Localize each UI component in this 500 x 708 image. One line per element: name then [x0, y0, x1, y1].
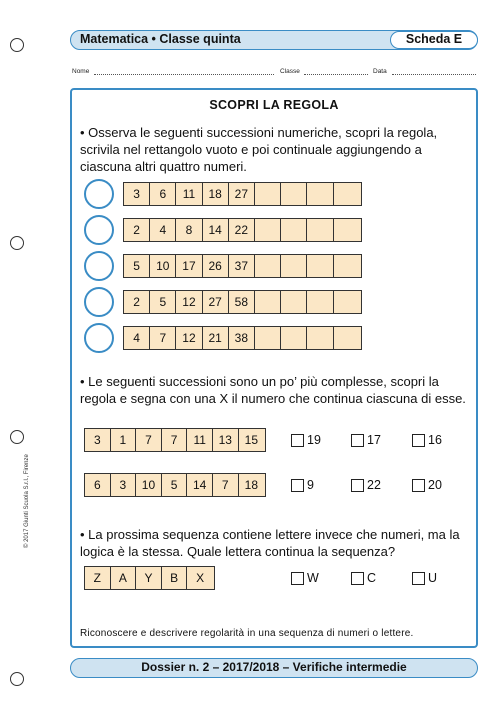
sequence-cell: 38: [229, 327, 255, 349]
sequence-cell: 7: [213, 474, 239, 496]
complex-sequence-row: [84, 473, 266, 497]
sequence-cell: 1: [111, 429, 137, 451]
answer-cell[interactable]: [255, 327, 281, 349]
answer-cell[interactable]: [255, 255, 281, 277]
class-label: Classe: [280, 68, 300, 75]
sequence-cell: 11: [176, 183, 202, 205]
sequence-cell: 7: [150, 327, 176, 349]
sequence-cell: 11: [187, 429, 213, 451]
binder-hole: [10, 430, 24, 444]
rule-circle[interactable]: [84, 215, 114, 245]
answer-option[interactable]: [351, 433, 381, 447]
sequence-cell: 15: [244, 433, 259, 447]
sequence-cell: 14: [187, 474, 213, 496]
number-sequence-row: [123, 290, 362, 314]
answer-option[interactable]: [291, 433, 321, 447]
sequence-cell: 3: [111, 474, 137, 496]
answer-cell[interactable]: [334, 255, 360, 277]
footer: Dossier n. 2 – 2017/2018 – Verifiche intermedie: [70, 658, 478, 678]
name-label: Nome: [72, 68, 90, 75]
answer-cell[interactable]: [281, 291, 307, 313]
checkbox[interactable]: [412, 434, 425, 447]
answer-cell[interactable]: [334, 183, 360, 205]
sequence-cell: 27: [229, 183, 255, 205]
answer-cell[interactable]: [281, 183, 307, 205]
answer-option[interactable]: [351, 478, 381, 492]
header-tab: Scheda E: [390, 31, 478, 49]
sequence-cell: 5: [124, 255, 150, 277]
sequence-cell: 13: [213, 429, 239, 451]
answer-option[interactable]: [291, 571, 319, 585]
answer-cell[interactable]: [255, 219, 281, 241]
number-sequence-row: [123, 218, 362, 242]
sequence-cell: 5: [150, 291, 176, 313]
sequence-cell: 6: [85, 474, 111, 496]
sequence-cell: 7: [136, 429, 162, 451]
sequence-cell: 10: [150, 255, 176, 277]
letter-sequence-row: [84, 566, 215, 590]
sequence-cell: 2: [124, 219, 150, 241]
binder-hole: [10, 38, 24, 52]
answer-cell[interactable]: [334, 219, 360, 241]
name-field[interactable]: [94, 74, 274, 75]
answer-cell[interactable]: [281, 255, 307, 277]
option-label: 22: [367, 478, 381, 492]
answer-cell[interactable]: [281, 327, 307, 349]
sequence-cell: 5: [162, 474, 188, 496]
sequence-cell: 37: [229, 255, 255, 277]
sequence-cell: 22: [229, 219, 255, 241]
number-sequence-row: [123, 254, 362, 278]
answer-option[interactable]: [412, 478, 442, 492]
section1-instruction: • Osserva le seguenti successioni numeriche, scopri la regola, scrivila nel rettangolo vuoto e poi continuale aggiungendo a ciascuna altri quattro numeri.: [80, 125, 438, 174]
date-field[interactable]: [392, 74, 476, 75]
page-title: SCOPRI LA REGOLA: [209, 98, 339, 112]
sequence-cell: 10: [136, 474, 162, 496]
answer-option[interactable]: [412, 433, 442, 447]
copyright: © 2017 Giunti Scuola S.r.l., Firenze: [24, 454, 30, 548]
sequence-cell: 8: [176, 219, 202, 241]
answer-cell[interactable]: [307, 219, 333, 241]
sequence-cell: 12: [176, 291, 202, 313]
sequence-cell: Z: [85, 567, 111, 589]
sequence-cell: 7: [162, 429, 188, 451]
checkbox[interactable]: [291, 479, 304, 492]
checkbox[interactable]: [351, 434, 364, 447]
answer-option[interactable]: [291, 478, 314, 492]
answer-cell[interactable]: [334, 291, 360, 313]
rule-circle[interactable]: [84, 287, 114, 317]
sequence-cell: 18: [203, 183, 229, 205]
rule-circle[interactable]: [84, 323, 114, 353]
option-label: 16: [428, 433, 442, 447]
number-sequence-row: [123, 326, 362, 350]
answer-option[interactable]: [412, 571, 437, 585]
answer-cell[interactable]: [307, 327, 333, 349]
rule-circle[interactable]: [84, 251, 114, 281]
checkbox[interactable]: [351, 572, 364, 585]
sequence-cell: 3: [85, 429, 111, 451]
option-label: 19: [307, 433, 321, 447]
number-sequence-row: [123, 182, 362, 206]
sequence-cell: 6: [150, 183, 176, 205]
answer-option[interactable]: [351, 571, 376, 585]
sequence-cell: A: [111, 567, 137, 589]
answer-cell[interactable]: [307, 291, 333, 313]
option-label: 17: [367, 433, 381, 447]
binder-hole: [10, 236, 24, 250]
sequence-cell: B: [162, 567, 188, 589]
option-label: 20: [428, 478, 442, 492]
header-title: Matematica • Classe quinta: [80, 32, 241, 46]
checkbox[interactable]: [412, 479, 425, 492]
answer-cell[interactable]: [255, 291, 281, 313]
section2-instruction: • Le seguenti successioni sono un po’ più complesse, scopri la regola e segna con una X il numero che continua ciascuna di esse.: [80, 374, 466, 406]
sequence-cell: 4: [150, 219, 176, 241]
rule-circle[interactable]: [84, 179, 114, 209]
sequence-cell: 14: [203, 219, 229, 241]
answer-cell[interactable]: [255, 183, 281, 205]
sequence-cell: 2: [124, 291, 150, 313]
sequence-cell: 21: [203, 327, 229, 349]
sequence-cell: 58: [229, 291, 255, 313]
checkbox[interactable]: [412, 572, 425, 585]
sequence-cell: 3: [124, 183, 150, 205]
sequence-cell: 18: [244, 478, 259, 492]
checkbox[interactable]: [291, 434, 304, 447]
answer-cell[interactable]: [307, 255, 333, 277]
date-label: Data: [373, 68, 387, 75]
sequence-cell: 12: [176, 327, 202, 349]
option-label: U: [428, 571, 438, 585]
answer-cell[interactable]: [281, 219, 307, 241]
sequence-cell: 27: [203, 291, 229, 313]
checkbox[interactable]: [291, 572, 304, 585]
option-label: W: [307, 571, 319, 585]
class-field[interactable]: [304, 74, 368, 75]
binder-hole: [10, 672, 24, 686]
answer-cell[interactable]: [307, 183, 333, 205]
section3-instruction: • La prossima sequenza contiene lettere invece che numeri, ma la logica è la stessa. Quale lettera continua la sequenza?: [80, 527, 460, 559]
sequence-cell: 26: [203, 255, 229, 277]
checkbox[interactable]: [351, 479, 364, 492]
answer-cell[interactable]: [334, 327, 360, 349]
sequence-cell: X: [196, 571, 205, 585]
option-label: C: [367, 571, 377, 585]
sequence-cell: 4: [124, 327, 150, 349]
sequence-cell: Y: [136, 567, 162, 589]
option-label: 9: [307, 478, 314, 492]
learning-objective: Riconoscere e descrivere regolarità in una sequenza di numeri o lettere.: [80, 628, 414, 639]
sequence-cell: 17: [176, 255, 202, 277]
complex-sequence-row: [84, 428, 266, 452]
